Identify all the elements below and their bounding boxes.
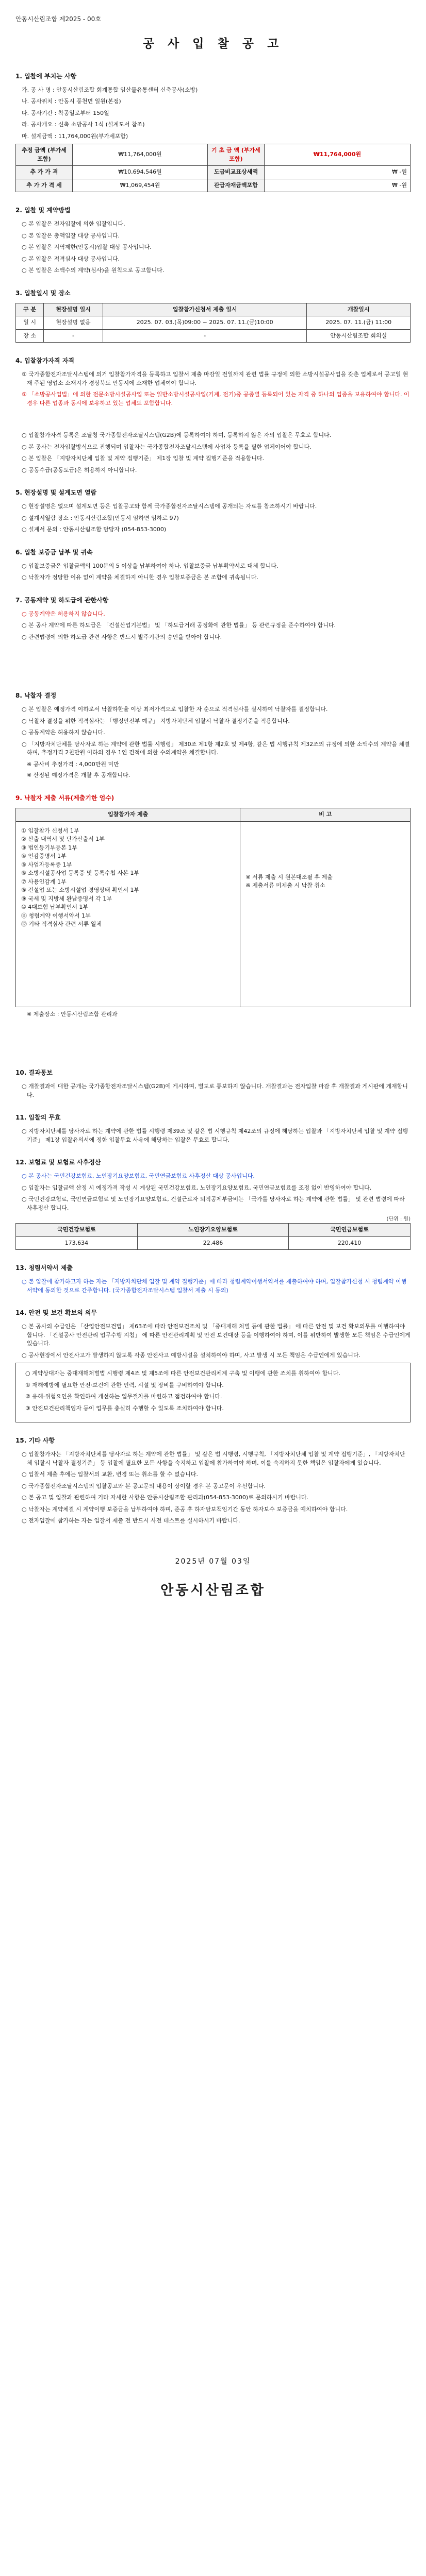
list-item: ○ 공사현장에서 안전사고가 발생하지 않도록 각종 안전사고 예방시설을 설치하여야 하며, 사고 발생 시 모든 책임은 수급인에게 있습니다. [22, 1351, 361, 1359]
table-cell: 173,634 [16, 1236, 138, 1250]
table-row [16, 316, 411, 330]
list-item: ○ 낙찰자 결정을 위한 적격심사는 「행정안전부 예규」 지방자치단체 입찰시 낙찰자 결정기준을 적용합니다. [22, 717, 290, 724]
list-item: ○ 계약상대자는 중대재해처벌법 시행령 제4조 및 제5조에 따른 안전보건관리체계 구축 및 이행에 관한 조치를 취하여야 합니다. [25, 1370, 340, 1377]
list-item: ○ 낙찰자는 계약체결 시 계약이행 보증금을 납부하여야 하며, 준공 후 하자담보책임기간 동안 하자보수 보증금을 예치하여야 합니다. [22, 1505, 348, 1513]
column-header: 구 분 [16, 303, 44, 316]
column-header: 국민건강보험료 [16, 1224, 138, 1237]
table-cell: 장 소 [16, 329, 44, 343]
list-item: ※ 공사비 추정가격 : 4,000만원 미만 [27, 760, 119, 768]
section-title: 10. 결과통보 [15, 1069, 53, 1076]
section-title: 11. 입찰의 무효 [15, 1114, 61, 1121]
section-site-briefing [15, 488, 411, 534]
list-item: ○ 본 공사는 국민건강보험료, 노인장기요양보험료, 국민연금보험료 사후정산 대상 공사입니다. [22, 1173, 255, 1179]
table-cell: 추 가 가 격 [16, 166, 73, 179]
list-item: 마. 설계금액 : 11,764,000원(부가세포함) [22, 132, 128, 140]
table-cell [240, 821, 411, 1007]
table-header-row [16, 1224, 411, 1237]
table-cell: ₩ -원 [264, 166, 410, 179]
list-item: ○ 개찰결과에 대한 공개는 국가종합전자조달시스템(G2B)에 게시하며, 별도로 통보하지 않습니다. 개찰결과는 전자입찰 마감 후 개찰결과 게시판에 게재합니다. [22, 1083, 408, 1098]
table-row [16, 1236, 411, 1250]
section-title: 1. 입찰에 부치는 사항 [15, 72, 77, 80]
section-bid-bond [15, 548, 411, 582]
list-item: ○ 관련법령에 의한 하도급 관련 사항은 반드시 발주기관의 승인을 받아야 합니다. [22, 633, 222, 640]
list-item: ○ 본 공사의 수급인은 「산업안전보건법」 제63조에 따라 안전보건조치 및 「중대재해 처벌 등에 관한 법률」 에 따른 안전 및 보건 확보의무를 이행하여야 합니다. 「건설공사 안전관리 업무수행 지침」 에 따른 안전관리계획 및 안전 보건대장 등을 이행하여야 하며, 이를 위반하여 발생한 모든 책임은 수급인에게 있습니다. [22, 1323, 411, 1347]
table-cell: - [103, 329, 307, 343]
list-item: ○ 「지방자치단체를 당사자로 하는 계약에 관한 법률 시행령」 제30조 제1항 제2호 및 제4항, 같은 법 시행규칙 제32조의 규정에 의한 소액수의 계약을 체결하며, 추정가격 2천만원 이하의 경우 1인 견적에 의한 수의계약을 체결합니다. [22, 740, 410, 756]
notice-date: 2025년 07월 03일 [175, 1557, 251, 1566]
section-integrity-pledge [15, 1263, 411, 1295]
section-title: 12. 보험료 및 보험료 사후정산 [15, 1159, 101, 1166]
section-other [15, 1436, 411, 1526]
list-item: ○ 지방자치단체를 당사자로 하는 계약에 관한 법률 시행령 제39조 및 같은 법 시행규칙 제42조의 규정에 해당하는 입찰과 「지방자치단체 입찰 및 계약 집행기준」 제1장 입찰유의서에 정한 입찰무효 사유에 해당하는 입찰은 무효로 합니다. [22, 1128, 408, 1143]
list-item: ○ 본 공사는 전자입찰방식으로 진행되며 입찰자는 국가종합전자조달시스템에 사업자 등록을 필한 업체이어야 합니다. [22, 443, 312, 450]
table-cell: 도급비교표상세액 [207, 166, 264, 179]
list-item: ○ 국가종합전자조달시스템의 입찰공고와 본 공고문의 내용이 상이할 경우 본 공고문이 우선합니다. [22, 1482, 266, 1489]
section-title: 2. 입찰 및 계약방법 [15, 207, 71, 214]
list-item: ○ 현장설명은 없으며 설계도면 등은 입찰공고와 함께 국가종합전자조달시스템에 공개되는 자료를 참조하시기 바랍니다. [22, 503, 317, 510]
table-cell: - [44, 329, 103, 343]
list-item: ② 산출 내역서 및 단가산출서 1부 [21, 836, 105, 842]
column-header: 입찰참가자 제출 [16, 808, 240, 821]
table-row [16, 329, 411, 343]
list-item: ○ 본 입찰은 적격심사 대상 공사입니다. [22, 255, 120, 262]
section-qualification [15, 356, 411, 474]
list-item: 가. 공 사 명 : 안동시산림조합 회계통합 임산물유통센터 신축공사(소방) [22, 86, 198, 93]
list-item: 나. 공사위치 : 안동시 풍천면 일원(본점) [22, 98, 121, 105]
documents-table [15, 808, 411, 1007]
schedule-table [15, 303, 411, 343]
price-table [15, 144, 411, 192]
table-cell: ₩1,069,454원 [73, 179, 208, 192]
unit-label: (단위 : 원) [386, 1216, 411, 1222]
list-item: ⑪ 청렴계약 이행서약서 1부 [21, 912, 91, 919]
section-insurance [15, 1158, 411, 1250]
table-row [16, 166, 411, 179]
table-row [16, 821, 411, 1007]
table-cell: 220,410 [289, 1236, 411, 1250]
list-item: 다. 공사기간 : 착공일로부터 150일 [22, 109, 109, 116]
list-item: ○ 본 입찰에 참가하고자 하는 자는 「지방자치단체 입찰 및 계약 집행기준」에 따라 청렴계약이행서약서를 제출하여야 하며, 입찰참가신청 시 청렴계약 이행서약에 동의한 것으로 간주합니다. (국가종합전자조달시스템 입찰서 제출 시 동의) [22, 1278, 407, 1294]
list-item: ○ 입찰보증금은 입찰금액의 100분의 5 이상을 납부하여야 하나, 입찰보증금 납부확약서로 대체 합니다. [22, 562, 278, 569]
section-title [15, 793, 411, 803]
list-item: ① 국가종합전자조달시스템에 의거 입찰참가자격을 등록하고 입찰서 제출 마감일 전일까지 관련 법률 규정에 의한 소방시설공사업을 갖춘 업체로서 공고일 현재 주된 영업소 소재지가 경상북도 안동시에 소재한 업체여야 합니다. [22, 371, 408, 386]
list-item: ○ 입찰참가자격 등록은 조달청 국가종합전자조달시스템(G2B)에 등록하여야 하며, 등록하지 않은 자의 입찰은 무효로 합니다. [22, 432, 332, 438]
list-item: ⑦ 사용인감계 1부 [21, 878, 67, 885]
section-title: 8. 낙찰자 결정 [15, 692, 57, 699]
table-cell: 현장설명 없음 [44, 316, 103, 330]
table-cell: 22,486 [137, 1236, 288, 1250]
section-title: 6. 입찰 보증금 납부 및 귀속 [15, 548, 93, 556]
column-header: 입찰참가신청서 제출 일시 [103, 303, 307, 316]
section-title: 4. 입찰참가자격 자격 [15, 357, 75, 364]
list-item: ○ 입찰자는 입찰금액 산정 시 예정가격 작성 시 계상된 국민건강보험료, 노인장기요양보험료, 국민연금보험료를 조정 없이 반영하여야 합니다. [22, 1184, 372, 1191]
table-row [16, 179, 411, 192]
section-title: 14. 안전 및 보건 확보의 의무 [15, 1309, 97, 1316]
section-required-documents [15, 793, 411, 1019]
list-item: ○ 설계서열람 장소 : 안동시산림조합(안동시 임하면 임하로 97) [22, 514, 179, 521]
document-number: 안동시산림조합 제2025 - 00호 [15, 15, 101, 23]
list-item: ○ 본 입찰은 예정가격 이하로서 낙찰하한율 이상 최저가격으로 입찰한 자 순으로 적격심사를 실시하여 낙찰자를 결정합니다. [22, 706, 328, 713]
section-title: 3. 입찰일시 및 장소 [15, 289, 71, 297]
table-row [16, 144, 411, 166]
list-item: ○ 국민건강보험료, 국민연금보험료 및 노인장기요양보험료, 건설근로자 퇴직공제부금비는 「국가를 당사자로 하는 계약에 관한 법률」 및 관련 법령에 따라 사후정산 합니다. [22, 1196, 405, 1211]
section-title-text: 9. 낙찰자 제출 서류(제출기한 엄수) [15, 794, 114, 802]
list-item: ⑨ 국세 및 지방세 완납증명서 각 1부 [21, 895, 112, 902]
list-item: 라. 공사개요 : 신축 소방공사 1식 (설계도서 참조) [22, 121, 145, 128]
list-item: ○ 전자입찰에 참가하는 자는 입찰서 제출 전 반드시 사전 테스트를 실시하시기 바랍니다. [22, 1517, 240, 1524]
section-title: 13. 청렴서약서 제출 [15, 1264, 73, 1272]
table-cell [16, 821, 240, 1007]
section-results [15, 1068, 411, 1099]
table-cell: ₩11,764,000원 [264, 144, 410, 166]
list-item: ○ 본 입찰은 소액수의 계약(심사)을 원칙으로 공고합니다. [22, 267, 165, 274]
list-item: ② 유해·위험요인을 확인하여 개선하는 업무절차를 마련하고 점검하여야 합니다. [25, 1393, 222, 1400]
note: ※ 제출장소 : 안동시산림조합 관리과 [27, 1010, 118, 1018]
list-item: ○ 본 입찰은 지역제한(안동시)입찰 대상 공사입니다. [22, 244, 152, 250]
list-item: ③ 법인등기부등본 1부 [21, 844, 77, 851]
list-item: ○ 낙찰자가 정당한 이유 없이 계약을 체결하지 아니한 경우 입찰보증금은 본 조합에 귀속됩니다. [22, 574, 258, 581]
section-title: 5. 현장설명 및 설계도면 열람 [15, 489, 97, 496]
section-contract-method [15, 206, 411, 275]
list-item: ○ 본 공사 계약에 따른 하도급은 「건설산업기본법」 및 「하도급거래 공정화에 관한 법률」 등 관련규정을 준수하여야 합니다. [22, 622, 336, 629]
list-item: ○ 본 입찰은 「지방자치단체 입찰 및 계약 집행기준」 제1장 입찰 및 계약 집행기준을 적용합니다. [22, 455, 265, 462]
section-winner-decision [15, 691, 411, 780]
list-item: ⑫ 기타 적격심사 관련 서류 일체 [21, 921, 102, 927]
safety-box [15, 1363, 411, 1422]
list-item: ※ 산정된 예정가격은 개찰 후 공개합니다. [27, 772, 130, 778]
section-invalid-bid [15, 1113, 411, 1144]
section-title: 15. 기타 사항 [15, 1437, 55, 1444]
section-joint-contract [15, 596, 411, 642]
insurance-table [15, 1223, 411, 1250]
list-item: ① 입찰참가 신청서 1부 [21, 827, 79, 834]
list-item: ⑧ 건설업 또는 소방시설업 경영상태 확인서 1부 [21, 887, 140, 893]
table-header-row [16, 808, 411, 821]
column-header: 현장설명 일시 [44, 303, 103, 316]
section-bid-items [15, 72, 411, 193]
table-cell: ₩10,694,546원 [73, 166, 208, 179]
table-cell: 기 초 금 액 (부가세 포함) [207, 144, 264, 166]
list-item: ② 「소방공사업법」에 의한 전문소방시설공사업 또는 일반소방시설공사업(기계, 전기)중 공종별 등록되어 있는 자격 중 하나의 업종을 보유하여야 합니다. 이 경우 다른 업종과 동시에 보유하고 있는 업체도 포함합니다. [22, 391, 409, 406]
list-item: ※ 제출서류 미제출 시 낙찰 취소 [245, 882, 325, 889]
table-cell: ₩11,764,000원 [73, 144, 208, 166]
list-item: ○ 입찰서 제출 후에는 입찰서의 교환, 변경 또는 취소를 할 수 없습니다. [22, 1471, 198, 1478]
list-item: ⑩ 4대보험 납부확인서 1부 [21, 904, 88, 910]
table-cell: ₩ -원 [264, 179, 410, 192]
list-item: ○ 공동계약은 허용하지 않습니다. [22, 729, 105, 736]
list-item: ⑥ 소방시설공사업 등록증 및 등록수첩 사본 1부 [21, 870, 140, 876]
section-safety [15, 1308, 411, 1422]
page-title: 공 사 입 찰 공 고 [142, 37, 284, 50]
list-item: ○ 본 입찰은 총액입찰 대상 공사입니다. [22, 232, 120, 239]
table-cell: 추 가 가 격 세 [16, 179, 73, 192]
list-item: ○ 본 입찰은 전자입찰에 의한 입찰입니다. [22, 221, 125, 227]
list-item: ④ 인감증명서 1부 [21, 853, 67, 859]
list-item: ○ 공동수급(공동도급)은 허용하지 아니합니다. [22, 466, 137, 473]
column-header: 비 고 [240, 808, 411, 821]
list-item: ⑤ 사업자등록증 1부 [21, 861, 72, 868]
list-item: ※ 서류 제출 시 원본대조필 후 제출 [245, 873, 333, 880]
column-header: 개찰일시 [307, 303, 411, 316]
list-item: ○ 공동계약은 허용하지 않습니다. [22, 610, 105, 617]
issuer-name: 안동시산림조합 [160, 1582, 266, 1598]
section-schedule [15, 289, 411, 343]
column-header: 노인장기요양보험료 [137, 1224, 288, 1237]
section-title: 7. 공동계약 및 하도급에 관한사항 [15, 596, 109, 604]
column-header: 국민연금보험료 [289, 1224, 411, 1237]
table-cell: 추정 금액 (부가세 포함) [16, 144, 73, 166]
table-cell: 2025. 07. 11.(금) 11:00 [307, 316, 411, 330]
list-item: ① 재해예방에 필요한 안전·보건에 관한 인력, 시설 및 장비를 구비하여야 합니다. [25, 1381, 224, 1388]
table-cell: 관급자재금액포함 [207, 179, 264, 192]
list-item: ○ 본 공고 및 입찰과 관련하여 기타 자세한 사항은 안동시산림조합 관리과(054-853-3000)로 문의하시기 바랍니다. [22, 1494, 308, 1501]
table-cell: 일 시 [16, 316, 44, 330]
table-cell: 안동시산림조합 회의실 [307, 329, 411, 343]
table-header-row [16, 303, 411, 316]
list-item: ○ 설계서 문의 : 안동시산림조합 담당자 (054-853-3000) [22, 526, 167, 533]
table-cell: 2025. 07. 03.(목)09:00 ~ 2025. 07. 11.(금)10:00 [103, 316, 307, 330]
list-item: ③ 안전보건관리책임자 등이 업무를 충실히 수행할 수 있도록 조치하여야 합니다. [25, 1404, 224, 1412]
list-item: ○ 입찰참가자는 「지방자치단체를 당사자로 하는 계약에 관한 법률」 및 같은 법 시행령, 시행규칙, 「지방자치단체 입찰 및 계약 집행기준」, 「지방자치단체 입찰시 낙찰자 결정기준」 등 입찰에 필요한 모든 사항을 숙지하고 입찰에 참가하여야 하며, 이를 숙지하지 못한 책임은 입찰자에게 있습니다. [22, 1451, 405, 1466]
